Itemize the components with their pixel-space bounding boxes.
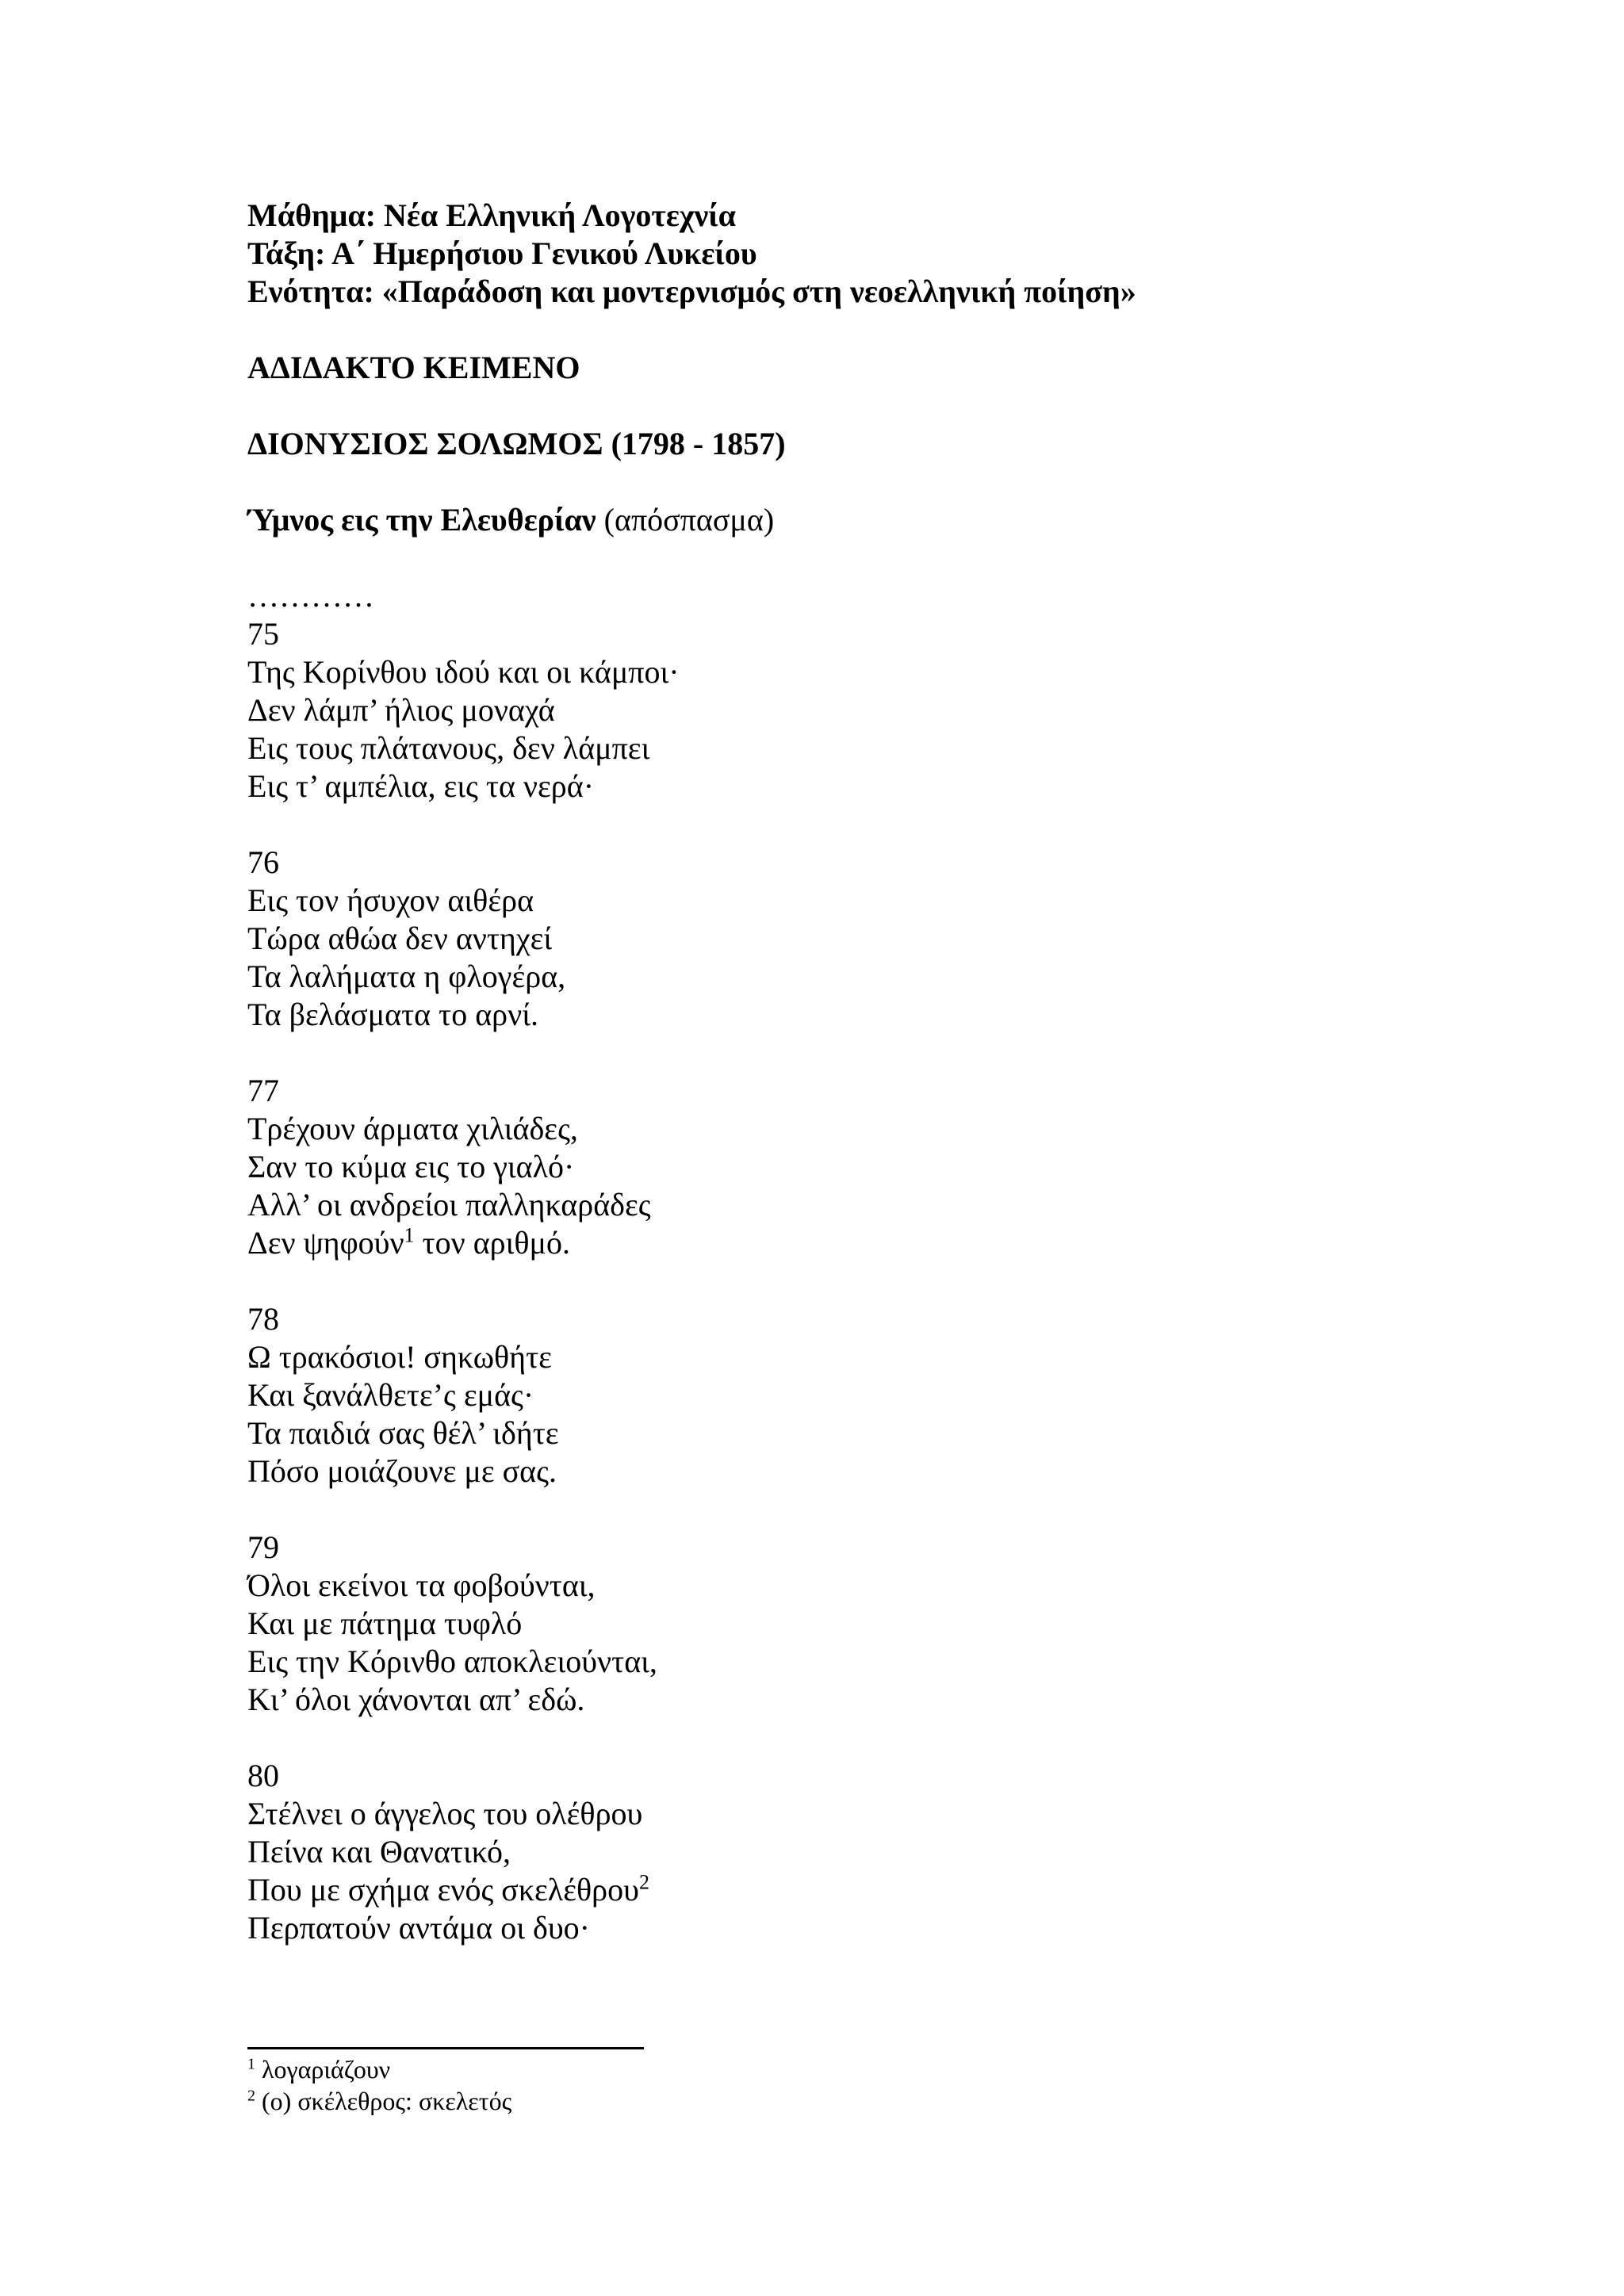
stanza-number: 78 [247,1301,279,1337]
verse-line: Σαν το κύμα εις το γιαλό· [247,1149,575,1184]
footnote-mark: 1 [247,2055,255,2073]
omission-ellipsis: ………… [247,578,374,614]
verse-line: Τρέχουν άρματα χιλιάδες, [247,1111,578,1146]
poem-title-note: (απόσπασμα) [603,502,775,538]
verse-line: Εις τ’ αμπέλια, εις τα νερά· [247,768,595,804]
verse-line: Εις τους πλάτανους, δεν λάμπει [247,730,650,766]
verse-line: Όλοι εκείνοι τα φοβούνται, [247,1567,596,1603]
footnote-mark: 2 [247,2087,255,2105]
verse-line: Τα παιδιά σας θέλ’ ιδήτε [247,1415,559,1451]
verse-line [247,1224,680,1262]
verse-line: Δεν λάμπ’ ήλιος μοναχά [247,692,555,728]
stanza-80 [247,1757,680,1947]
stanza-number: 77 [247,1073,279,1108]
footnote-ref-2[interactable]: 2 [638,1870,649,1894]
stanza-79 [247,1529,680,1719]
verse-line: Πείνα και Θανατικό, [247,1834,511,1869]
stanza-number: 79 [247,1529,279,1565]
stanza-78 [247,1300,680,1490]
footnote-2 [247,2085,511,2117]
stanza-number: 76 [247,844,279,880]
verse-text: τον αριθμό. [414,1225,570,1261]
poem-title: Ύμνος εις την Ελευθερίαν [247,502,596,538]
author-heading: ΔΙΟΝΥΣΙΟΣ ΣΟΛΩΜΟΣ (1798 - 1857) [247,426,786,461]
verse-text: Δεν ψηφούν [247,1225,404,1261]
section-label: ΑΔΙΔΑΚΤΟ ΚΕΙΜΕΝΟ [247,350,580,385]
footnote-1 [247,2053,511,2085]
verse-line: Και ξανάλθετε’ς εμάς· [247,1377,534,1413]
verse-line: Περπατούν αντάμα οι δυο· [247,1910,590,1946]
verse-line: Τώρα αθώα δεν αντηχεί [247,920,553,956]
verse-line: Στέλνει ο άγγελος του ολέθρου [247,1796,643,1831]
header-unit: Ενότητα: «Παράδοση και μοντερνισμός στη νεοελληνική ποίηση» [247,274,1136,309]
footnotes [247,2053,511,2117]
verse-line: Τα λαλήματα η φλογέρα, [247,959,566,994]
document-header [247,197,1136,311]
poem-body [247,577,680,1985]
verse-line: Ω τρακόσιοι! σηκωθήτε [247,1339,552,1375]
verse-line: Και με πάτημα τυφλό [247,1605,523,1641]
footnote-ref-1[interactable]: 1 [404,1223,415,1247]
verse-line: Τα βελάσματα το αρνί. [247,997,538,1032]
verse-line [247,1871,680,1909]
poem-title-line [247,501,774,539]
verse-line: Εις την Κόρινθο αποκλειούνται, [247,1644,657,1679]
stanza-76 [247,844,680,1034]
verse-line: Αλλ’ οι ανδρείοι παλληκαράδες [247,1187,651,1223]
verse-text: Που με σχήμα ενός σκελέθρου [247,1872,639,1908]
stanza-number: 80 [247,1758,279,1793]
verse-line: Της Κορίνθου ιδού και οι κάμποι· [247,654,680,690]
verse-line: Εις τον ήσυχον αιθέρα [247,882,534,918]
verse-line: Πόσο μοιάζουνε με σας. [247,1453,557,1489]
stanza-number: 75 [247,616,279,652]
footnote-divider [247,2047,644,2049]
footnote-text: (ο) σκέλεθρος: σκελετός [262,2087,512,2115]
footnote-text: λογαριάζουν [262,2055,391,2084]
stanza-77 [247,1072,680,1262]
header-course: Μάθημα: Νέα Ελληνική Λογοτεχνία [247,197,736,233]
verse-line: Κι’ όλοι χάνονται απ’ εδώ. [247,1682,585,1717]
stanza-75 [247,615,680,806]
header-class: Τάξη: Α΄ Ημερήσιου Γενικού Λυκείου [247,235,757,271]
